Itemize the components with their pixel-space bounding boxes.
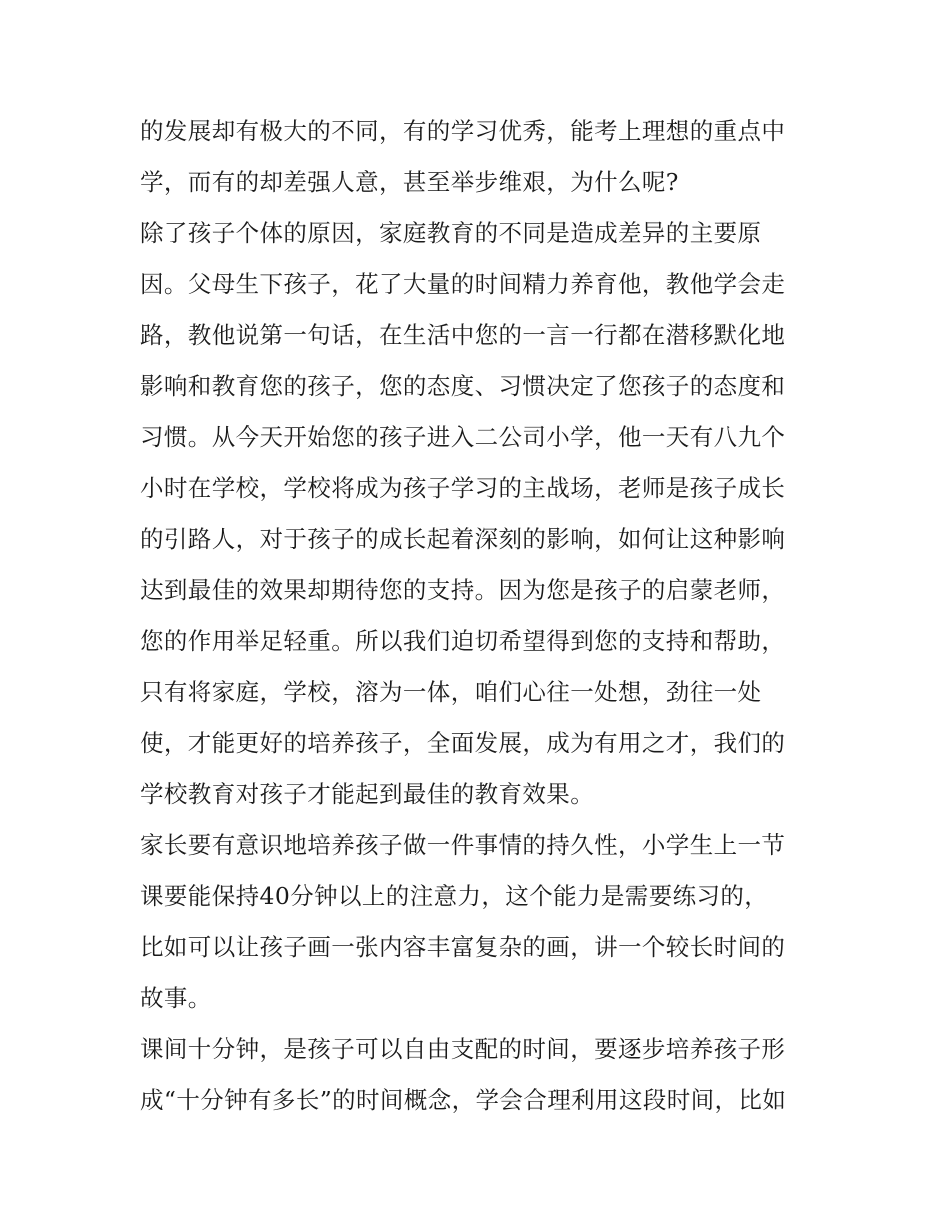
text-line: 的发展却有极大的不同，有的学习优秀，能考上理想的重点中 [140, 117, 786, 145]
text-line: 因。父母生下孩子，花了大量的时间精力养育他，教他学会走 [140, 270, 786, 298]
text-line: 使，才能更好的培养孩子，全面发展，成为有用之才，我们的 [140, 729, 786, 757]
text-line: 故事。 [140, 984, 212, 1012]
text-line: 课要能保持40分钟以上的注意力，这个能力是需要练习的， [140, 882, 769, 910]
text-line: 学，而有的却差强人意，甚至举步维艰，为什么呢? [140, 168, 679, 196]
text-line: 路，教他说第一句话，在生活中您的一言一行都在潜移默化地 [140, 321, 786, 349]
text-line: 小时在学校，学校将成为孩子学习的主战场，老师是孩子成长 [140, 474, 786, 502]
text-line: 您的作用举足轻重。所以我们迫切希望得到您的支持和帮助， [140, 627, 786, 655]
text-line: 学校教育对孩子才能起到最佳的教育效果。 [140, 780, 595, 808]
text-line: 达到最佳的效果却期待您的支持。因为您是孩子的启蒙老师， [140, 576, 786, 604]
text-line: 家长要有意识地培养孩子做一件事情的持久性，小学生上一节 [140, 831, 786, 859]
text-line: 比如可以让孩子画一张内容丰富复杂的画，讲一个较长时间的 [140, 933, 786, 961]
text-line: 成“十分钟有多长”的时间概念，学会合理利用这段时间，比如 [140, 1086, 787, 1114]
text-line: 习惯。从今天开始您的孩子进入二公司小学，他一天有八九个 [140, 423, 786, 451]
text-line: 除了孩子个体的原因，家庭教育的不同是造成差异的主要原 [140, 219, 762, 247]
document-body [140, 106, 820, 1126]
text-line: 只有将家庭，学校，溶为一体，咱们心往一处想，劲往一处 [140, 678, 762, 706]
text-line: 影响和教育您的孩子，您的态度、习惯决定了您孩子的态度和 [140, 372, 786, 400]
text-line: 的引路人，对于孩子的成长起着深刻的影响，如何让这种影响 [140, 525, 786, 553]
text-line: 课间十分钟，是孩子可以自由支配的时间，要逐步培养孩子形 [140, 1035, 786, 1063]
